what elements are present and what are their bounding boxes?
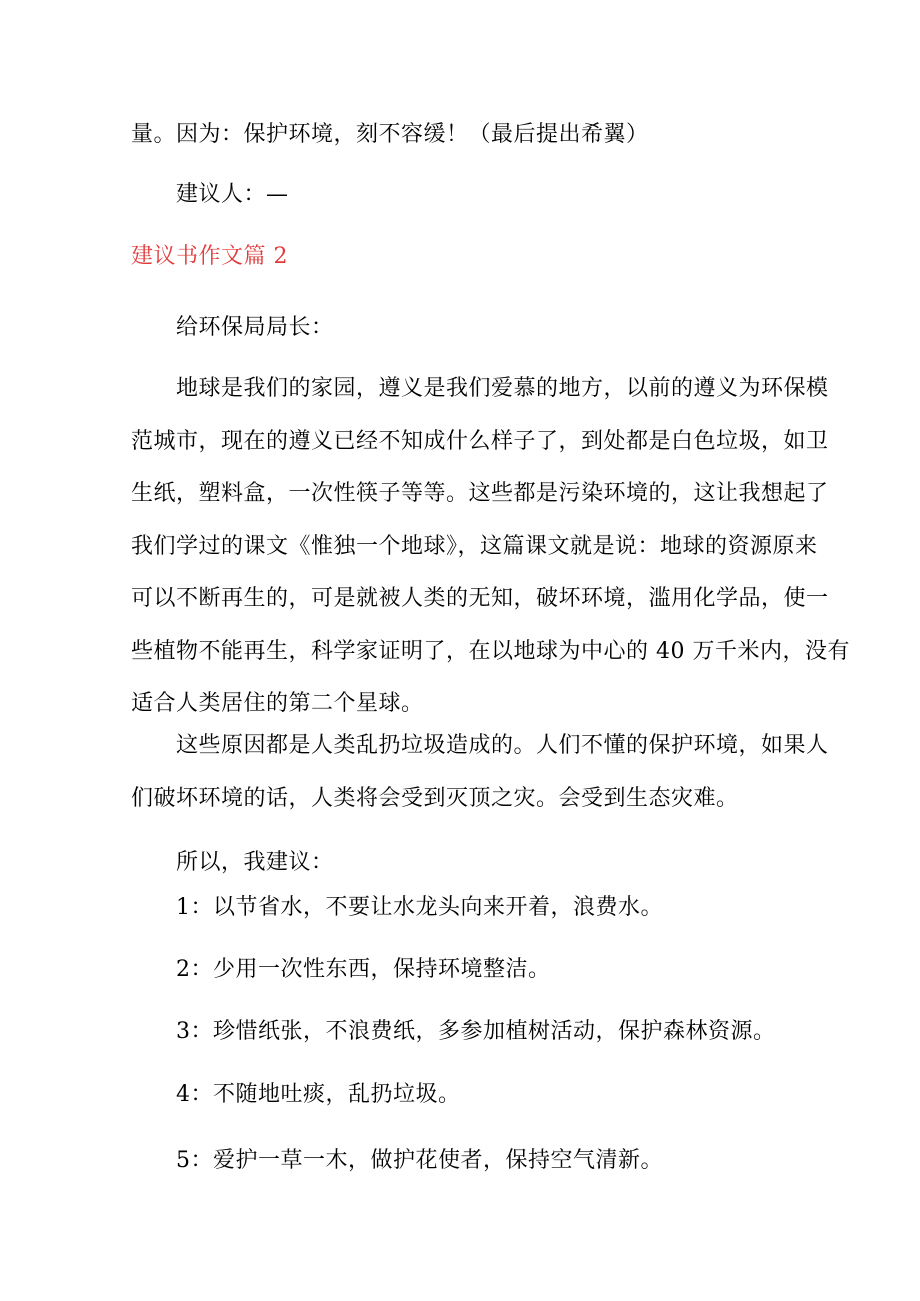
suggestion-item-5: 5：爱护一草一木，做护花使者，保持空气清新。	[176, 1148, 663, 1173]
paragraph-1-line: 我们学过的课文《惟独一个地球》，这篇课文就是说：地球的资源原来	[131, 533, 818, 559]
suggestion-item-3: 3：珍惜纸张，不浪费纸，多参加植树活动，保护森林资源。	[176, 1019, 776, 1044]
paragraph-1	[131, 374, 850, 742]
paragraph-1-line: 地球是我们的家园，遵义是我们爱慕的地方，以前的遵义为环保模	[176, 376, 829, 401]
paragraph-2-line: 这些原因都是人类乱扔垃圾造成的。人们不懂的保护环境，如果人	[176, 733, 829, 758]
paragraph-1-line: 适合人类居住的第二个星球。	[131, 691, 424, 716]
suggestion-item-2: 2：少用一次性东西，保持环境整洁。	[176, 957, 551, 982]
section-heading: 建议书作文篇 2	[131, 244, 288, 269]
paragraph-2	[131, 731, 829, 836]
salutation: 给环保局局长：	[176, 315, 334, 340]
closing-line: 量。因为：保护环境，刻不容缓！（最后提出希翼）	[131, 122, 649, 147]
paragraph-2-line: 们破坏环境的话，人类将会受到灭顶之灾。会受到生态灾难。	[131, 785, 739, 811]
paragraph-1-line: 些植物不能再生，科学家证明了，在以地球为中心的 40 万千米内，没有	[131, 638, 850, 664]
paragraph-1-line: 生纸，塑料盒，一次性筷子等等。这些都是污染环境的，这让我想起了	[131, 481, 829, 506]
suggestion-item-4: 4：不随地吐痰，乱扔垃圾。	[176, 1082, 461, 1107]
suggestion-intro: 所以，我建议：	[176, 850, 334, 875]
signature-line: 建议人：—	[176, 182, 289, 207]
paragraph-1-line: 范城市，现在的遵义已经不知成什么样子了，到处都是白色垃圾，如卫	[131, 428, 829, 454]
paragraph-1-line: 可以不断再生的，可是就被人类的无知，破坏环境，滥用化学品，使一	[131, 586, 829, 611]
suggestion-item-1: 1：以节省水，不要让水龙头向来开着，浪费水。	[176, 895, 663, 920]
